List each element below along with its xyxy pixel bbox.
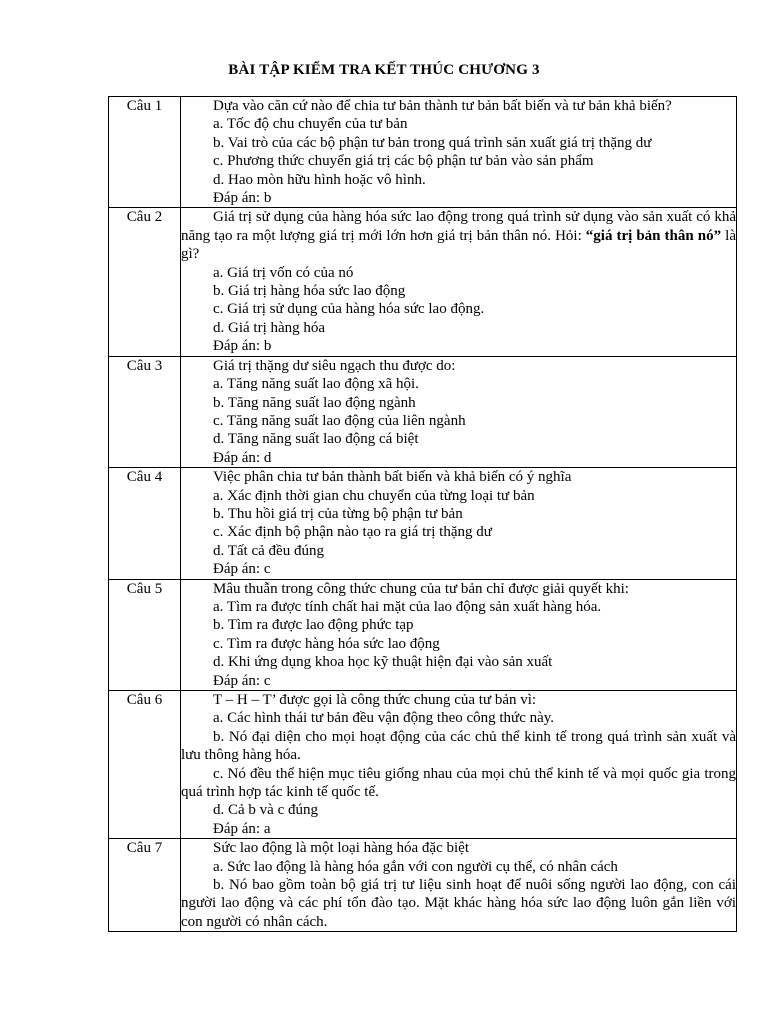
question-stem: Sức lao động là một loại hàng hóa đặc biệt (213, 840, 469, 857)
option: b. Tìm ra được lao động phức tạp (213, 617, 414, 634)
stem-emphasis: “giá trị bản thân nó” (585, 227, 722, 244)
option: c. Giá trị sử dụng của hàng hóa sức lao động. (213, 301, 485, 318)
question-stem: Giá trị thặng dư siêu ngạch thu được do: (213, 357, 456, 374)
answer-key: Đáp án: c (213, 672, 271, 689)
option: a. Xác định thời gian chu chuyển của từng loại tư bản (213, 487, 535, 504)
option: a. Sức lao động là hàng hóa gắn với con người cụ thể, có nhân cách (213, 858, 618, 875)
question-stem: Mâu thuẫn trong công thức chung của tư bản chỉ được giải quyết khi: (213, 580, 629, 597)
answer-key: Đáp án: d (213, 449, 272, 466)
option: d. Giá trị hàng hóa (213, 319, 326, 336)
question-row (109, 356, 737, 467)
option: b. Nó bao gồm toàn bộ giá trị tư liệu sinh hoạt để nuôi sống người lao động, con cái người lao động và các phí tổn đào tạo. Mặt khác hàng hóa sức lao động luôn gắn liền với con người có nhân cách. (181, 877, 736, 930)
question-number: Câu 5 (109, 579, 181, 690)
question-content (181, 468, 737, 579)
option: a. Các hình thái tư bản đều vận động theo công thức này. (213, 710, 555, 727)
option: b. Vai trò của các bộ phận tư bản trong quá trình sản xuất giá trị thặng dư (213, 134, 652, 151)
stem-text: là gì? (181, 227, 736, 263)
question-row (109, 97, 737, 208)
option: a. Tìm ra được tính chất hai mặt của lao động sản xuất hàng hóa. (213, 598, 602, 615)
question-stem: Dựa vào căn cứ nào để chia tư bản thành tư bản bất biến và tư bản khả biến? (213, 98, 672, 114)
question-content (181, 691, 737, 839)
option: b. Thu hồi giá trị của từng bộ phận tư bản (213, 505, 463, 522)
question-number: Câu 3 (109, 356, 181, 467)
question-number: Câu 7 (109, 839, 181, 932)
question-row (109, 691, 737, 839)
option: c. Tìm ra được hàng hóa sức lao động (213, 635, 440, 652)
option: d. Khi ứng dụng khoa học kỹ thuật hiện đại vào sản xuất (213, 654, 553, 671)
option: d. Tăng năng suất lao động cá biệt (213, 431, 419, 448)
option: b. Tăng năng suất lao động ngành (213, 394, 416, 411)
option: a. Tốc độ chu chuyển của tư bản (213, 116, 408, 133)
question-content (181, 97, 737, 208)
option: c. Xác định bộ phận nào tạo ra giá trị thặng dư (213, 524, 492, 541)
option: d. Cả b và c đúng (213, 802, 318, 819)
question-number: Câu 2 (109, 208, 181, 356)
question-table (108, 96, 737, 932)
option: a. Giá trị vốn có của nó (213, 264, 354, 281)
option: b. Nó đại diện cho mọi hoạt động của các chủ thể kinh tế trong quá trình sản xuất và lưu thông hàng hóa. (181, 728, 736, 764)
option: c. Tăng năng suất lao động của liên ngành (213, 412, 466, 429)
question-number: Câu 4 (109, 468, 181, 579)
option: a. Tăng năng suất lao động xã hội. (213, 376, 419, 393)
page-title: BÀI TẬP KIỂM TRA KẾT THÚC CHƯƠNG 3 (228, 62, 540, 78)
question-row (109, 839, 737, 932)
answer-key: Đáp án: b (213, 190, 272, 207)
option: d. Tất cả đều đúng (213, 542, 324, 559)
question-content (181, 839, 737, 932)
question-stem (181, 208, 736, 263)
stem-text: Giá trị sử dụng của hàng hóa sức lao động trong quá trình sử dụng vào sản xuất có khả năng tạo ra một lượng giá trị mới lớn hơn giá trị bản thân nó. Hỏi: (181, 209, 736, 244)
question-number: Câu 1 (109, 97, 181, 208)
option: d. Hao mòn hữu hình hoặc vô hình. (213, 171, 426, 188)
question-content (181, 579, 737, 690)
answer-key: Đáp án: a (213, 820, 271, 837)
answer-key: Đáp án: b (213, 338, 272, 355)
question-number: Câu 6 (109, 691, 181, 839)
question-row (109, 579, 737, 690)
question-content (181, 208, 737, 356)
question-content (181, 356, 737, 467)
option: c. Phương thức chuyển giá trị các bộ phận tư bản vào sản phẩm (213, 153, 594, 170)
question-row (109, 208, 737, 356)
question-stem: Việc phân chia tư bản thành bất biến và khả biến có ý nghĩa (213, 469, 572, 486)
question-stem: T – H – T’ được gọi là công thức chung của tư bản vì: (213, 692, 537, 708)
option: c. Nó đều thể hiện mục tiêu giống nhau của mọi chủ thể kinh tế và mọi quốc gia trong quá trình hợp tác kinh tế quốc tế. (181, 765, 736, 801)
question-row (109, 468, 737, 579)
answer-key: Đáp án: c (213, 561, 271, 578)
option: b. Giá trị hàng hóa sức lao động (213, 283, 406, 300)
